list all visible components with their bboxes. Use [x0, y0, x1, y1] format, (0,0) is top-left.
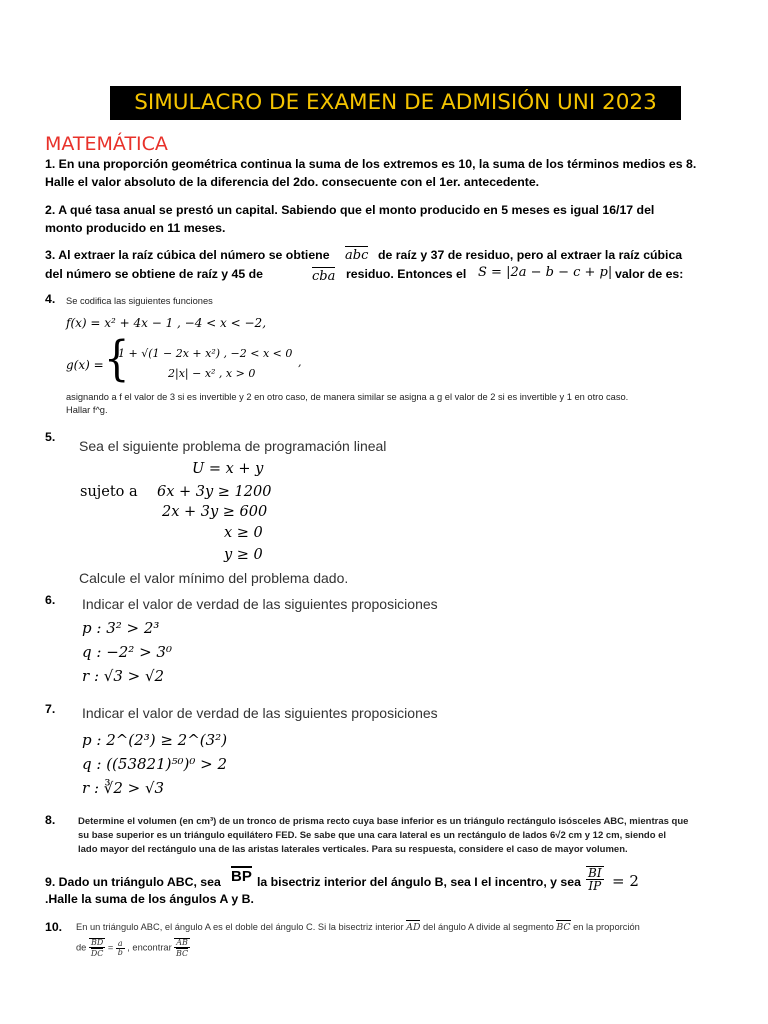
proposition-r7: r : ∛2 > √3: [82, 779, 165, 797]
problem-2: [45, 201, 654, 237]
problem-7-intro: Indicar el valor de verdad de las siguientes proposiciones: [82, 705, 438, 721]
problem-2-line1: 2. A qué tasa anual se prestó un capital. Sabiendo que el monto producido en 5 meses es igual 16/17 del: [45, 203, 655, 217]
segment-bp: BP: [231, 868, 252, 885]
problem-5-number: 5.: [45, 430, 56, 444]
objective-function: U = x + y: [192, 461, 264, 477]
problem-9-line1-a: 9. Dado un triángulo ABC, sea: [45, 875, 221, 889]
problem-8-number: 8.: [45, 813, 56, 827]
problem-4-line2: Hallar f^g.: [66, 405, 108, 415]
function-f: f(x) = x² + 4x − 1 , −4 < x < −2,: [66, 316, 267, 330]
subject-to-label: sujeto a: [80, 484, 138, 500]
problem-10-line1-a: En un triángulo ABC, el ángulo A es el doble del ángulo C. Si la bisectriz interior: [76, 922, 404, 932]
ratio-dc: DC: [90, 949, 104, 958]
constraint-4: y ≥ 0: [224, 547, 263, 563]
proposition-p6: p : 3² > 2³: [82, 619, 160, 637]
exam-title: SIMULACRO DE EXAMEN DE ADMISIÓN UNI 2023: [110, 86, 681, 120]
problem-10-line1: [76, 922, 640, 933]
segment-bc: BC: [556, 922, 571, 933]
function-g-lhs: g(x) =: [66, 358, 104, 372]
problem-7-number: 7.: [45, 702, 56, 716]
problem-10-line1-b: del ángulo A divide al segmento: [423, 922, 554, 932]
problem-5-intro: Sea el siguiente problema de programación lineal: [79, 438, 387, 454]
problem-8-line2: su base superior es un triángulo equilátero FED. Se sabe que una cara lateral es un rectángulo de lados 6√2 cm y 12 cm, siendo el: [78, 830, 667, 841]
problem-4-intro: Se codifica las siguientes funciones: [66, 296, 213, 306]
ratio-bi: BI: [588, 866, 602, 880]
problem-1-line1: 1. En una proporción geométrica continua la suma de los extremos es 10, la suma de los términos medios es 8.: [45, 157, 697, 171]
ratio-b: b: [117, 947, 123, 957]
ratio-value: = 2: [612, 872, 639, 890]
problem-8-line3: lado mayor del rectángulo una de las aristas laterales verticales. Para su respuesta, considere el caso de mayor volumen.: [78, 844, 628, 855]
proposition-q6: q : −2² > 3⁰: [82, 643, 172, 661]
ratio-bc: BC: [176, 949, 189, 958]
ratio-ab: AB: [176, 938, 188, 947]
problem-4-line1: asignando a f el valor de 3 si es invertible y 2 en otro caso, de manera similar se asigna a g el valor de 2 si es invertible y 1 en otro caso.: [66, 392, 629, 402]
problem-3-line1-a: 3. Al extraer la raíz cúbica del número se obtiene: [45, 248, 330, 262]
problem-10-de: de: [76, 942, 87, 953]
problem-10-line1-c: en la proporción: [573, 922, 640, 932]
constraint-2: 2x + 3y ≥ 600: [162, 504, 268, 520]
problem-2-line2: monto producido en 11 meses.: [45, 221, 226, 235]
problem-3-line1-b: de raíz y 37 de residuo, pero al extraer la raíz cúbica: [378, 248, 683, 262]
function-g-comma: ,: [298, 356, 302, 369]
ratio-a: a: [117, 938, 123, 948]
problem-3-line2-a: del número se obtiene de raíz y 45 de: [45, 267, 263, 281]
number-abc: abc: [345, 248, 369, 263]
problem-5-outro: Calcule el valor mínimo del problema dado.: [79, 570, 349, 586]
number-cba: cba: [312, 269, 336, 284]
problem-6-intro: Indicar el valor de verdad de las siguientes proposiciones: [82, 596, 438, 612]
piecewise-brace: {: [104, 331, 130, 387]
function-g-case2: 2|x| − x² , x > 0: [168, 367, 256, 380]
ratio-bd: BD: [90, 938, 104, 947]
function-g-case1: 1 + √(1 − 2x + x²) , −2 < x < 0: [118, 347, 293, 360]
problem-10-line2: [76, 938, 190, 958]
proposition-p7: p : 2^(2³) ≥ 2^(3²): [82, 731, 228, 749]
problem-10-number: 10.: [45, 920, 63, 934]
problem-3-line2-c: valor de es:: [615, 267, 684, 281]
problem-9-line2: .Halle la suma de los ángulos A y B.: [45, 892, 254, 906]
problem-4-number: 4.: [45, 292, 56, 306]
problem-1: [45, 155, 696, 191]
section-heading: MATEMÁTICA: [45, 133, 168, 155]
ratio-ip: IP: [588, 879, 602, 893]
problem-8-line1: Determine el volumen (en cm³) de un tronco de prisma recto cuya base inferior es un triángulo rectángulo isósceles ABC, mientras que: [78, 816, 689, 827]
problem-6-number: 6.: [45, 593, 56, 607]
proposition-r6: r : √3 > √2: [82, 667, 165, 685]
constraint-1: 6x + 3y ≥ 1200: [157, 484, 272, 500]
proposition-q7: q : ((53821)⁵⁰)⁰ > 2: [82, 755, 228, 773]
ratio-bi-ip: [586, 866, 604, 892]
problem-10-encontrar: , encontrar: [127, 942, 172, 953]
problem-9-line1-b: la bisectriz interior del ángulo B, sea I el incentro, y sea: [257, 875, 581, 889]
problem-10-eq: =: [107, 942, 114, 953]
s-expression: S = |2a − b − c + p|: [478, 265, 613, 280]
problem-3-line2-b: residuo. Entonces el: [346, 267, 467, 281]
constraint-3: x ≥ 0: [224, 525, 263, 541]
segment-ad: AD: [406, 922, 421, 933]
problem-1-line2: Halle el valor absoluto de la diferencia del 2do. consecuente con el 1er. antecedente.: [45, 175, 540, 189]
